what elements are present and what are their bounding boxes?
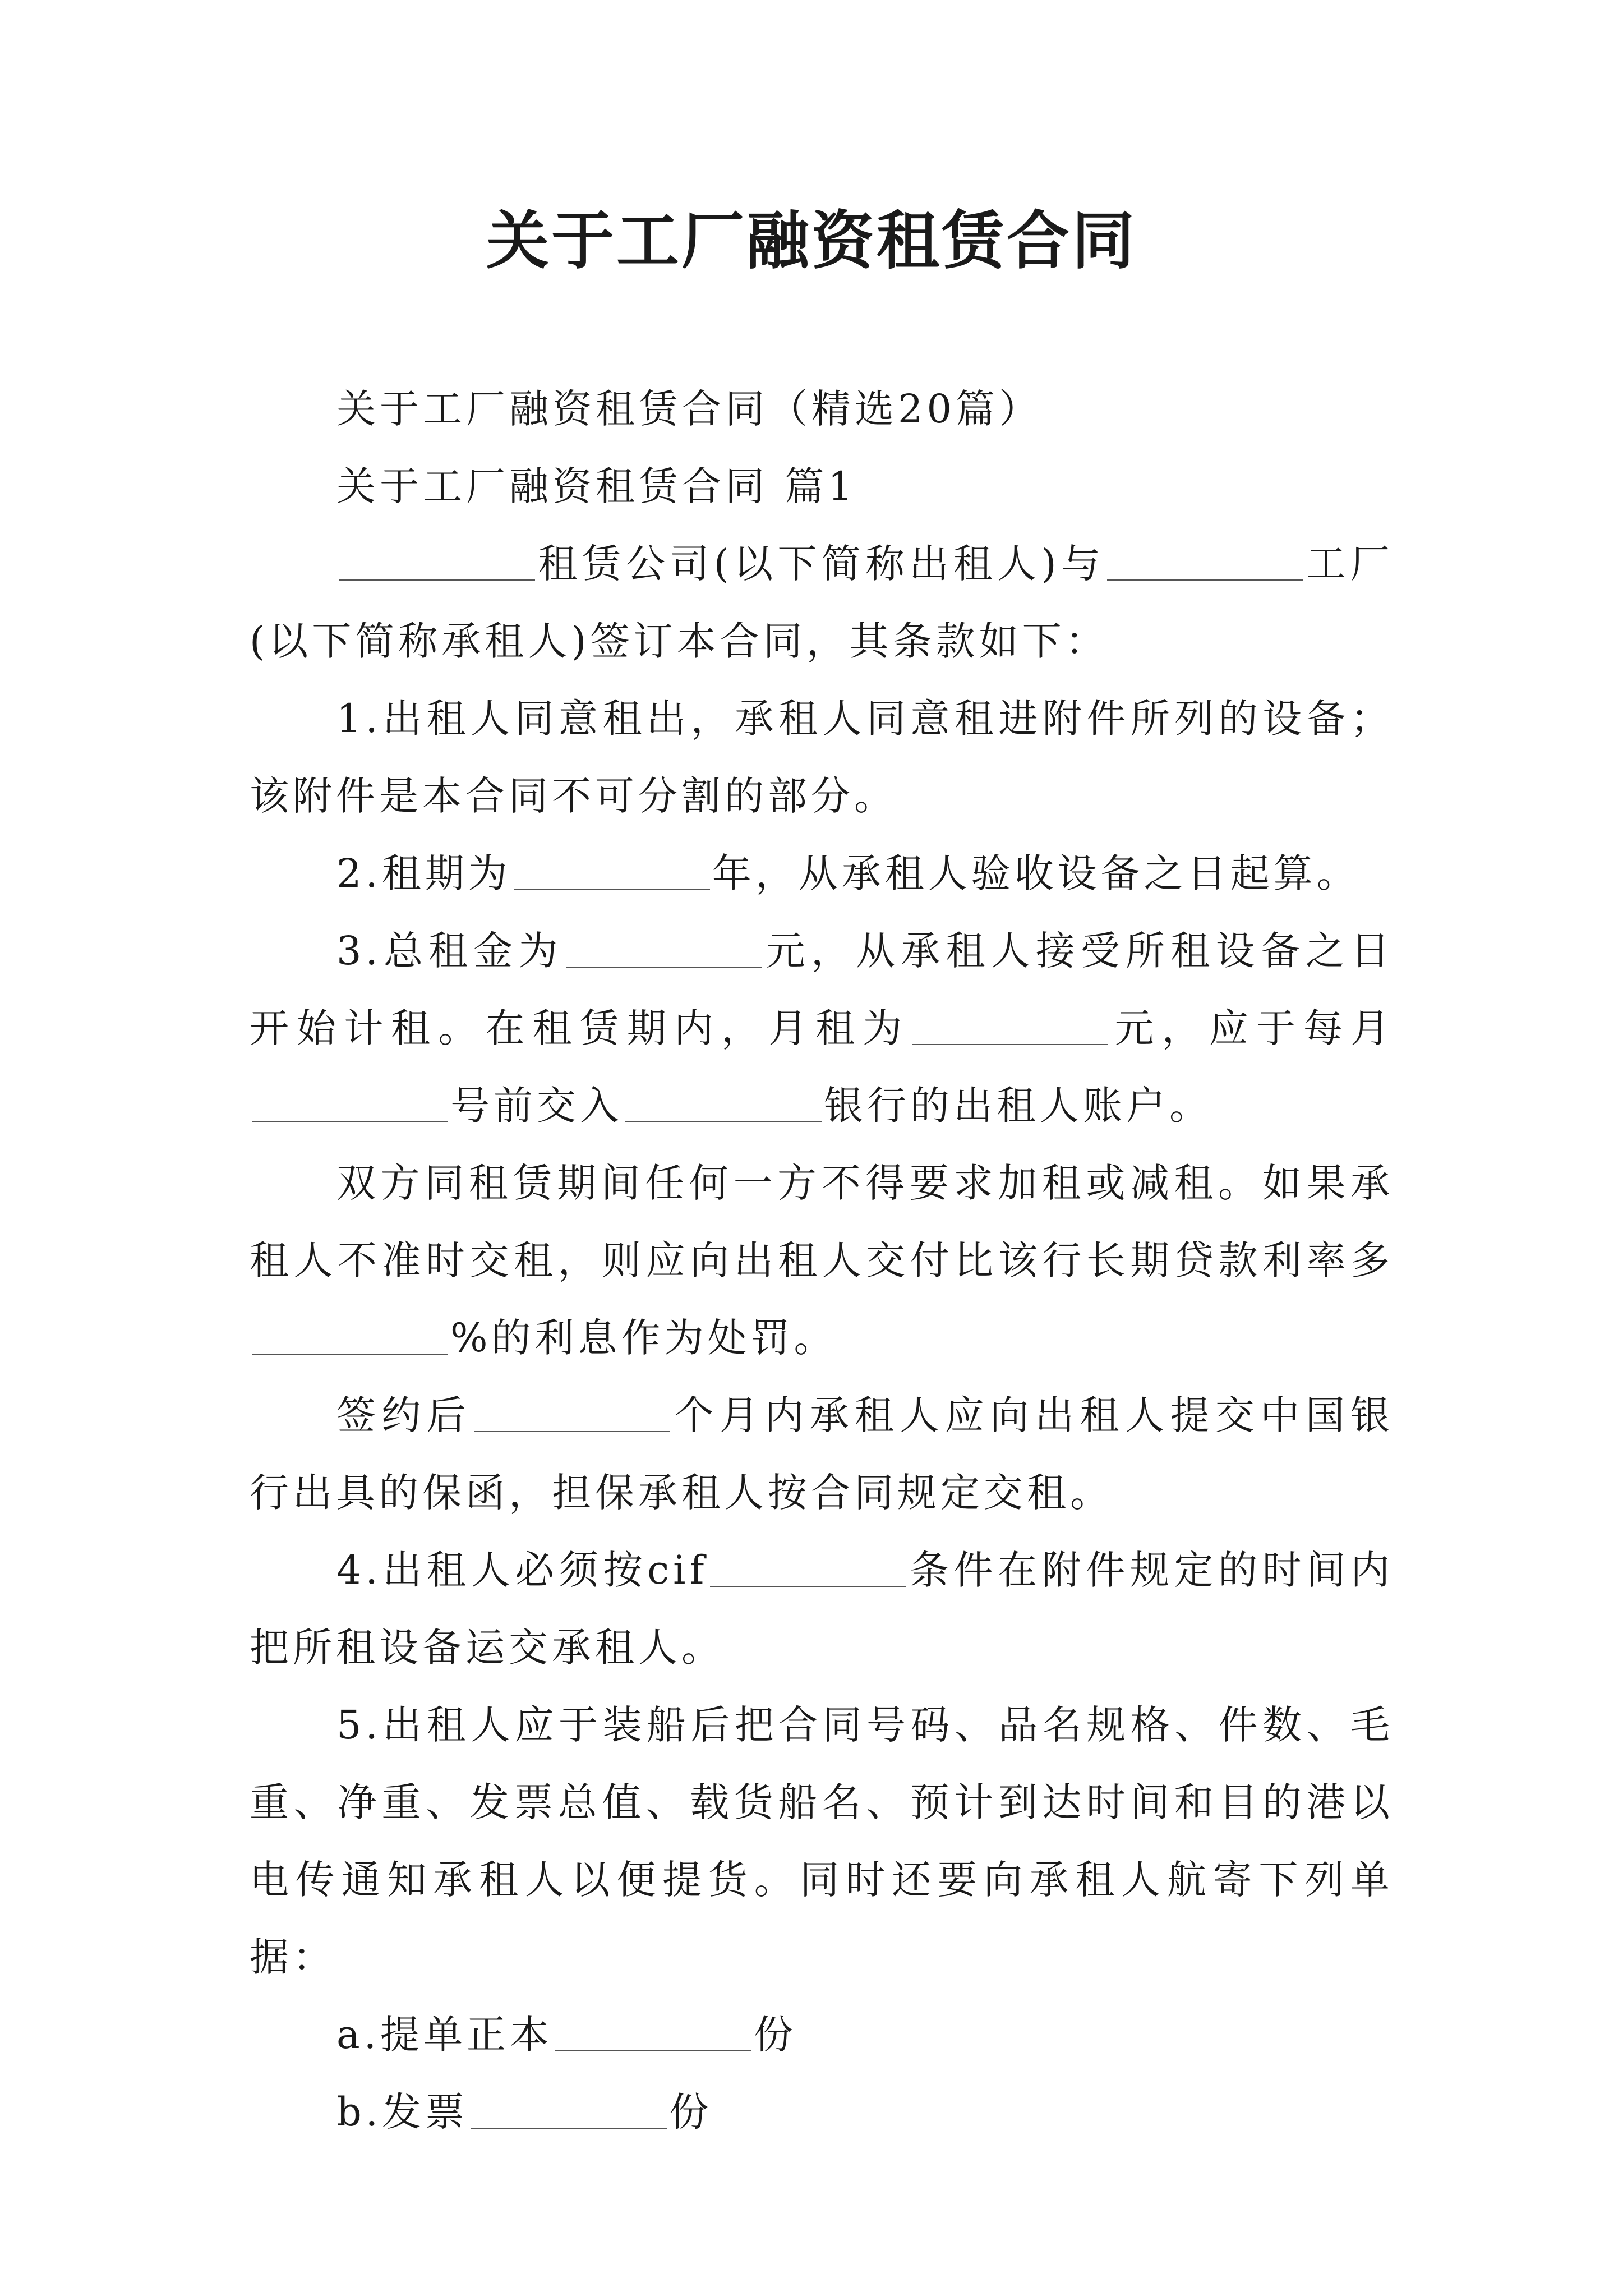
fill-in-blank xyxy=(471,2128,667,2129)
paragraph-text: b.发票 xyxy=(336,2089,469,2135)
section-heading xyxy=(250,448,1394,525)
paragraph-text: 元，应于每月 xyxy=(1110,1005,1394,1051)
paragraph-text: 份 xyxy=(753,2012,797,2058)
paragraph-text: 个月内承租人应向出租人提交中国银行出具的保函，担保承租人按合同规定交租。 xyxy=(250,1392,1394,1516)
subtitle-line xyxy=(250,370,1394,448)
paragraph-text: 5.出租人应于装船后把合同号码、品名规格、件数、毛重、净重、发票总值、载货船名、预计到达时间和目的港以电传通知承租人以便提货。同时还要向承租人航寄下列单据： xyxy=(250,1702,1394,1980)
paragraph-text: 4.出租人必须按cif xyxy=(336,1547,708,1593)
paragraph-text: 签约后 xyxy=(336,1392,472,1438)
subtitle-text: 关于工厂融资租赁合同（精选20篇） xyxy=(336,386,1043,432)
fill-in-blank xyxy=(710,1586,906,1587)
fill-in-blank xyxy=(555,2050,751,2051)
fill-in-blank xyxy=(474,1431,670,1432)
paragraph-text: 元，从承租人接受所租设备之日开始计租。在租赁期内，月租为 xyxy=(250,928,1394,1051)
fill-in-blank xyxy=(252,1354,448,1355)
fill-in-blank xyxy=(912,1044,1108,1045)
paragraph-9 xyxy=(250,1996,1394,2073)
paragraph-10 xyxy=(250,2073,1394,2151)
paragraph-text: a.提单正本 xyxy=(336,2012,553,2058)
fill-in-blank xyxy=(566,967,762,968)
paragraph-1 xyxy=(250,525,1394,680)
paragraph-text: 工厂(以下简称承租人)签订本合同，其条款如下： xyxy=(250,541,1394,664)
paragraph-2 xyxy=(250,680,1394,835)
paragraph-text: 租赁公司(以下简称出租人)与 xyxy=(537,541,1105,587)
fill-in-blank xyxy=(252,1121,448,1122)
paragraph-text: 份 xyxy=(669,2089,713,2135)
paragraph-4 xyxy=(250,912,1394,1144)
paragraph-text: 条件在附件规定的时间内把所租设备运交承租人。 xyxy=(250,1547,1394,1671)
paragraph-text: 双方同租赁期间任何一方不得要求加租或减租。如果承租人不准时交租，则应向出租人交付比该行长期贷款利率多 xyxy=(250,1160,1394,1283)
document-body xyxy=(250,370,1394,2151)
paragraph-text: 银行的出租人账户。 xyxy=(824,1083,1212,1129)
paragraph-text: 年，从承租人验收设备之日起算。 xyxy=(712,850,1360,896)
paragraph-8 xyxy=(250,1686,1394,1996)
paragraph-7 xyxy=(250,1531,1394,1686)
paragraph-3 xyxy=(250,835,1394,912)
paragraph-5 xyxy=(250,1144,1394,1377)
fill-in-blank xyxy=(339,579,535,581)
fill-in-blank xyxy=(1107,579,1303,581)
fill-in-blank xyxy=(514,889,710,890)
document-title: 关于工厂融资租赁合同 xyxy=(486,205,1137,278)
paragraph-text: 2.租期为 xyxy=(336,850,511,896)
paragraph-6 xyxy=(250,1377,1394,1531)
paragraph-text: 1.出租人同意租出，承租人同意租进附件所列的设备；该附件是本合同不可分割的部分。 xyxy=(250,696,1394,819)
paragraph-text: %的利息作为处罚。 xyxy=(450,1315,837,1361)
paragraph-text: 号前交入 xyxy=(450,1083,623,1129)
paragraph-text: 3.总租金为 xyxy=(336,928,564,974)
section-heading-text: 关于工厂融资租赁合同 篇1 xyxy=(336,463,857,509)
fill-in-blank xyxy=(625,1121,822,1122)
